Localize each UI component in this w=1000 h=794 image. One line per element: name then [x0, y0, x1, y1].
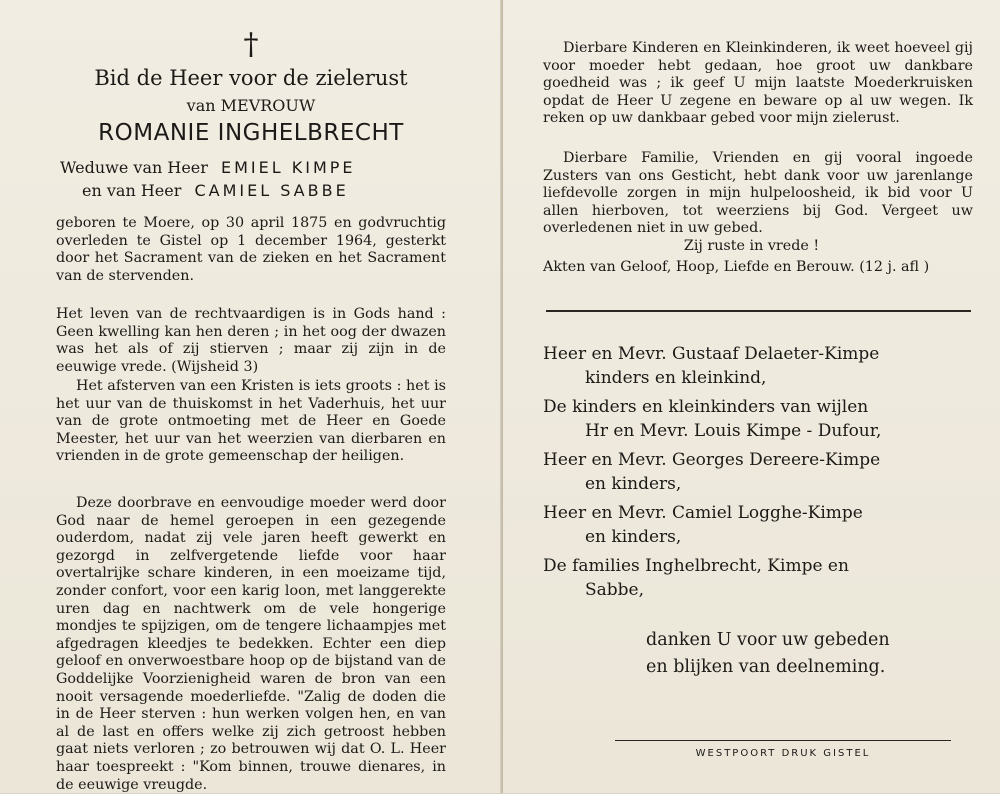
deceased-name: ROMANIE INGHELBRECHT — [98, 120, 404, 146]
spouse-1-prefix: Weduwe van Heer — [60, 158, 208, 177]
family-entry-line2: Sabbe, — [585, 580, 645, 600]
afsterven-paragraph: Het afsterven van een Kristen is iets groots : het is het uur van de thuiskomst in het Vaderhuis, het uur van de grote ontmoeting met de Heer en Goede Meester, het uur van het weerzien van dierbaren en vrienden in de grote gemeenschap der heiligen. — [56, 378, 446, 465]
family-entry-line2: en kinders, — [585, 527, 682, 547]
divider-rule — [546, 310, 971, 312]
spouse-line-2 — [82, 181, 349, 200]
mother-paragraph: Deze doorbrave en eenvoudige moeder werd door God naar de hemel geroepen in een gezegende ouderdom, nadat zij vele jaren heeft gewerkt en gezorgd in zelfvergetende liefde voor haar overtalrijke schare kinderen, in een moeizame tijd, zonder confort, voor een karig loon, met langgerekte uren dag en nachtwerk om de vele hongerige mondjes te spijzigen, om de tengere lichaampjes met afgedragen kleedjes te bedekken. Echter een diep geloof en onverwoestbare hoop op de bijstand van de Goddelijke Voorzienigheid waren de bron van een nooit versagende moederliefde. "Zalig de doden die in de Heer sterven : hun werken volgen hen, en van al de last en offers welke zij zich getroost hebben gaat niets verloren ; zo betrouwen wij dat O. L. Heer haar toespreekt : "Kom binnen, trouwe dienares, in de eeuwige vreugde. — [56, 495, 446, 793]
thanks-line-1: danken U voor uw gebeden — [646, 630, 890, 650]
akten-line: Akten van Geloof, Hoop, Liefde en Berouw. (12 j. afl ) — [543, 259, 930, 275]
scripture-paragraph: Het leven van de rechtvaardigen is in Gods hand : Geen kwelling kan hen deren ; in het oog der dwazen was het als of zij stierven ; maar zij zijn in de eeuwige vrede. (Wijsheid 3) — [56, 306, 446, 375]
family-entry — [543, 448, 983, 496]
family-entry-line1: De families Inghelbrecht, Kimpe en — [543, 556, 849, 576]
thanks-block — [646, 627, 890, 681]
printer-rule — [615, 740, 951, 741]
family-entry-line2: kinders en kleinkind, — [585, 368, 767, 388]
right-page — [503, 0, 1000, 793]
family-entry — [543, 554, 983, 602]
family-entry-line1: De kinders en kleinkinders van wijlen — [543, 397, 869, 417]
family-entry — [543, 342, 983, 390]
prayer-heading: Bid de Heer voor de zielerust — [94, 66, 408, 90]
printer-imprint: WESTPOORT DRUK GISTEL — [695, 748, 871, 759]
family-list — [543, 342, 983, 607]
family-entry-line2: Hr en Mevr. Louis Kimpe - Dufour, — [585, 421, 882, 441]
cross-icon: † — [243, 27, 259, 62]
rest-in-peace: Zij ruste in vrede ! — [683, 238, 820, 254]
family-paragraph: Dierbare Familie, Vrienden en gij vooral ingoede Zusters van ons Gesticht, hebt dank voor uw jarenlange liefdevolle zorgen in mijn hulpeloosheid, ik bid voor U allen hierboven, tot weerziens bij God. Vergeet uw overledenen niet in uw gebed. — [543, 150, 973, 237]
family-entry-line1: Heer en Mevr. Camiel Logghe-Kimpe — [543, 503, 863, 523]
family-entry-line1: Heer en Mevr. Georges Dereere-Kimpe — [543, 450, 881, 470]
family-entry-line2: en kinders, — [585, 474, 682, 494]
spouse-line-1 — [60, 158, 356, 177]
children-paragraph: Dierbare Kinderen en Kleinkinderen, ik weet hoeveel gij voor moeder hebt gedaan, hoe groot uw dankbare goedheid was ; ik geef U mijn laatste Moederkruisken opdat de Heer U zegene en beware op al uw wegen. Ik reken op uw dankbaar gebed voor mijn zielerust. — [543, 40, 973, 127]
biography: geboren te Moere, op 30 april 1875 en godvruchtig overleden te Gistel op 1 december 1964, gesterkt door het Sacrament van de zieken en het Sacrament van de stervenden. — [56, 215, 446, 284]
thanks-line-2: en blijken van deelneming. — [646, 657, 886, 677]
spouse-2-name: CAMIEL SABBE — [194, 181, 349, 200]
family-entry — [543, 501, 983, 549]
spouse-1-name: EMIEL KIMPE — [221, 158, 356, 177]
van-mevrouw: van MEVROUW — [186, 96, 316, 115]
family-entry — [543, 395, 983, 443]
spouse-2-prefix: en van Heer — [82, 181, 182, 200]
family-entry-line1: Heer en Mevr. Gustaaf Delaeter-Kimpe — [543, 344, 880, 364]
